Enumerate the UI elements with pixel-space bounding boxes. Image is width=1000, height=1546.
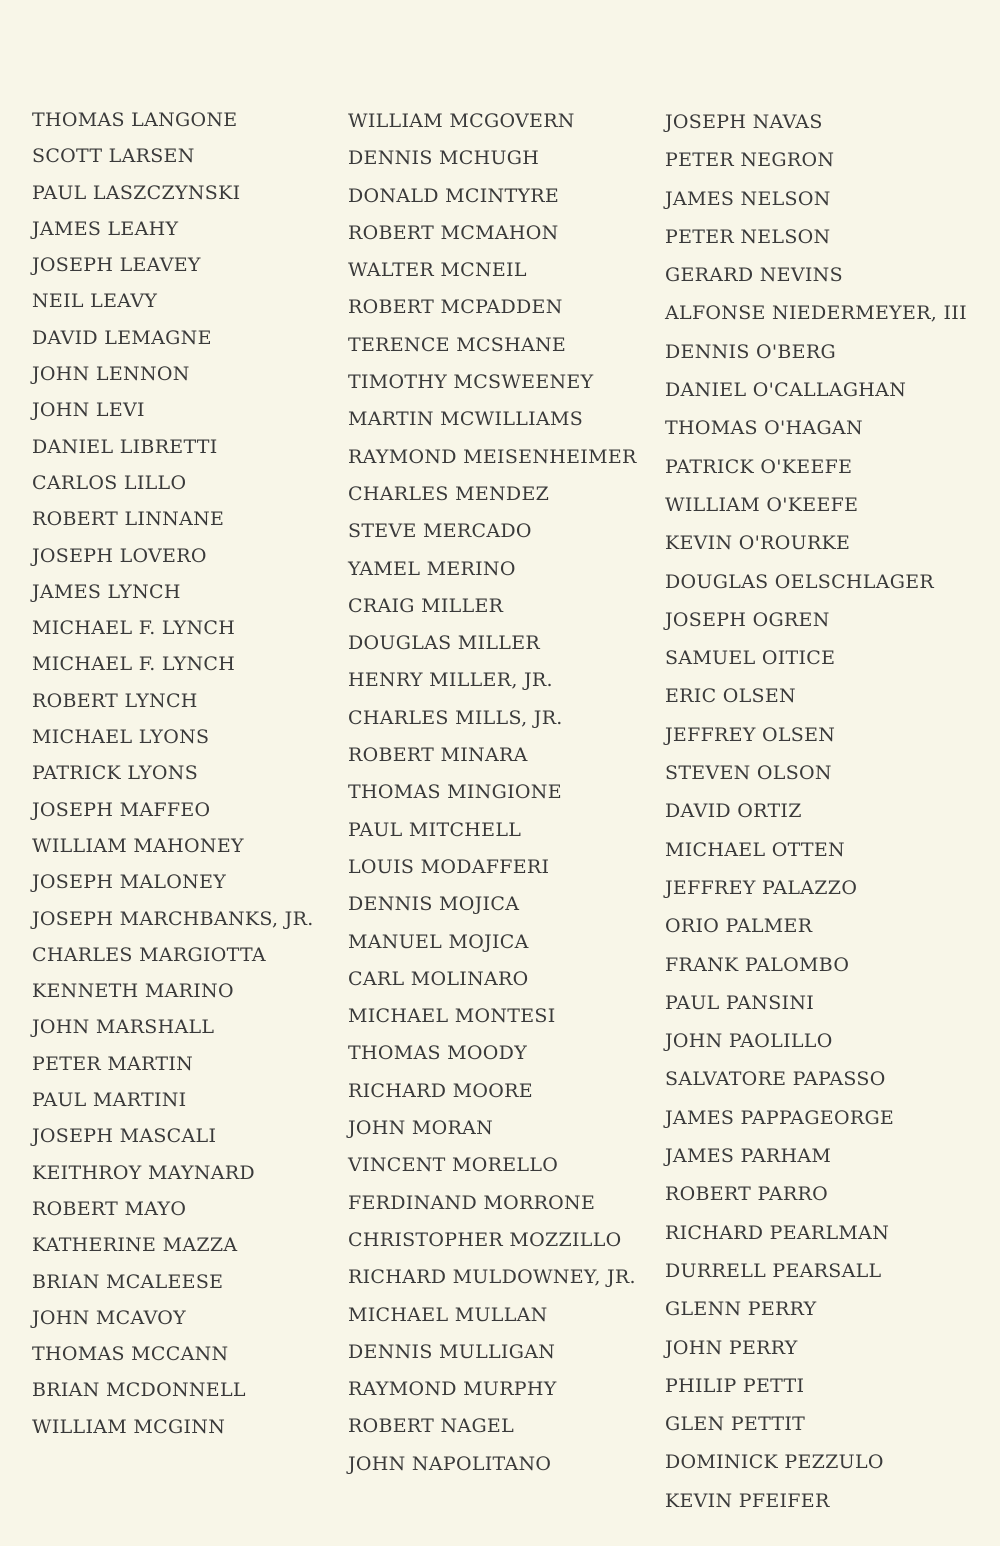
- name-entry: TIMOTHY MCSWEENEY: [348, 371, 594, 394]
- name-entry: JOHN NAPOLITANO: [348, 1452, 552, 1475]
- name-entry: JOSEPH MALONEY: [32, 871, 227, 894]
- name-entry: JAMES NELSON: [665, 187, 831, 210]
- name-entry: JOSEPH MARCHBANKS, JR.: [32, 907, 314, 930]
- name-entry: WILLIAM MCGINN: [32, 1415, 226, 1438]
- name-entry: DENNIS MULLIGAN: [348, 1340, 556, 1363]
- name-entry: JOSEPH LOVERO: [32, 544, 207, 567]
- name-entry: PETER MARTIN: [32, 1052, 194, 1075]
- name-entry: CRAIG MILLER: [348, 594, 504, 617]
- name-entry: SAMUEL OITICE: [665, 647, 836, 670]
- name-entry: KENNETH MARINO: [32, 980, 234, 1003]
- name-entry: MICHAEL MULLAN: [348, 1303, 548, 1326]
- name-entry: MARTIN MCWILLIAMS: [348, 408, 584, 431]
- name-entry: ROBERT MCPADDEN: [348, 296, 563, 319]
- name-entry: DENNIS O'BERG: [665, 340, 836, 363]
- name-entry: WALTER MCNEIL: [348, 259, 527, 282]
- name-entry: NEIL LEAVY: [32, 290, 158, 313]
- name-entry: JOHN PERRY: [665, 1336, 798, 1359]
- name-entry: JOHN LEVI: [32, 399, 145, 422]
- name-column-2: [348, 102, 653, 1482]
- name-entry: DONALD MCINTYRE: [348, 184, 560, 207]
- name-entry: WILLIAM O'KEEFE: [665, 493, 859, 516]
- name-entry: MICHAEL LYONS: [32, 726, 210, 749]
- name-entry: CARL MOLINARO: [348, 967, 529, 990]
- name-entry: DURRELL PEARSALL: [665, 1259, 882, 1282]
- name-entry: THOMAS MCCANN: [32, 1343, 229, 1366]
- name-entry: TERENCE MCSHANE: [348, 333, 567, 356]
- name-entry: CHARLES MENDEZ: [348, 482, 550, 505]
- name-entry: MANUEL MOJICA: [348, 930, 529, 953]
- name-entry: CARLOS LILLO: [32, 471, 187, 494]
- name-entry: JOHN PAOLILLO: [665, 1030, 833, 1053]
- name-entry: JOHN MARSHALL: [32, 1016, 215, 1039]
- name-entry: PHILIP PETTI: [665, 1374, 805, 1397]
- name-entry: JAMES LYNCH: [32, 580, 181, 603]
- name-entry: SALVATORE PAPASSO: [665, 1068, 886, 1091]
- name-entry: MICHAEL OTTEN: [665, 838, 845, 861]
- name-entry: DAVID ORTIZ: [665, 800, 802, 823]
- name-entry: PATRICK O'KEEFE: [665, 455, 853, 478]
- name-entry: RICHARD PEARLMAN: [665, 1221, 890, 1244]
- name-entry: DOUGLAS OELSCHLAGER: [665, 570, 934, 593]
- name-entry: FERDINAND MORRONE: [348, 1191, 596, 1214]
- name-entry: RICHARD MULDOWNEY, JR.: [348, 1266, 636, 1289]
- name-entry: THOMAS MINGIONE: [348, 781, 562, 804]
- name-entry: DANIEL LIBRETTI: [32, 435, 218, 458]
- name-entry: ROBERT NAGEL: [348, 1415, 515, 1438]
- name-entry: DAVID LEMAGNE: [32, 326, 212, 349]
- name-entry: KEVIN PFEIFER: [665, 1489, 830, 1512]
- name-entry: RAYMOND MURPHY: [348, 1378, 557, 1401]
- name-entry: DOMINICK PEZZULO: [665, 1451, 884, 1474]
- name-entry: THOMAS MOODY: [348, 1042, 528, 1065]
- name-column-3: [665, 102, 995, 1519]
- name-entry: JOSEPH MASCALI: [32, 1125, 217, 1148]
- name-entry: ROBERT PARRO: [665, 1183, 828, 1206]
- name-entry: JOSEPH MAFFEO: [32, 798, 211, 821]
- name-entry: JAMES PARHAM: [665, 1145, 832, 1168]
- name-entry: ROBERT LYNCH: [32, 689, 198, 712]
- name-entry: KEVIN O'ROURKE: [665, 532, 851, 555]
- name-entry: PETER NELSON: [665, 225, 831, 248]
- name-entry: WILLIAM MAHONEY: [32, 834, 244, 857]
- name-entry: JAMES LEAHY: [32, 217, 179, 240]
- name-entry: MICHAEL MONTESI: [348, 1005, 556, 1028]
- name-entry: CHARLES MARGIOTTA: [32, 943, 266, 966]
- name-entry: JOSEPH OGREN: [665, 608, 830, 631]
- name-entry: GERARD NEVINS: [665, 264, 843, 287]
- name-entry: ROBERT LINNANE: [32, 508, 225, 531]
- name-entry: JEFFREY OLSEN: [665, 723, 836, 746]
- name-entry: JAMES PAPPAGEORGE: [665, 1106, 895, 1129]
- name-entry: STEVE MERCADO: [348, 520, 532, 543]
- name-entry: PAUL MARTINI: [32, 1089, 187, 1112]
- name-entry: ORIO PALMER: [665, 915, 813, 938]
- name-entry: PAUL LASZCZYNSKI: [32, 181, 241, 204]
- name-entry: RAYMOND MEISENHEIMER: [348, 445, 637, 468]
- name-entry: ROBERT MCMAHON: [348, 221, 559, 244]
- name-entry: ROBERT MINARA: [348, 744, 528, 767]
- name-entry: BRIAN MCDONNELL: [32, 1379, 246, 1402]
- name-entry: THOMAS O'HAGAN: [665, 417, 863, 440]
- name-entry: BRIAN MCALEESE: [32, 1270, 224, 1293]
- name-entry: THOMAS LANGONE: [32, 109, 238, 131]
- name-entry: JOHN MORAN: [348, 1117, 494, 1140]
- name-entry: HENRY MILLER, JR.: [348, 669, 553, 692]
- name-entry: JOHN LENNON: [32, 363, 190, 386]
- name-entry: RICHARD MOORE: [348, 1079, 533, 1102]
- name-entry: JOSEPH NAVAS: [665, 111, 823, 133]
- name-entry: YAMEL MERINO: [348, 557, 516, 580]
- name-entry: LOUIS MODAFFERI: [348, 855, 550, 878]
- name-entry: DENNIS MOJICA: [348, 893, 520, 916]
- name-entry: ERIC OLSEN: [665, 685, 796, 708]
- name-entry: DANIEL O'CALLAGHAN: [665, 379, 907, 402]
- name-entry: CHRISTOPHER MOZZILLO: [348, 1228, 622, 1251]
- name-entry: MICHAEL F. LYNCH: [32, 653, 236, 676]
- name-entry: JOSEPH LEAVEY: [32, 254, 201, 277]
- name-entry: PETER NEGRON: [665, 149, 835, 172]
- name-entry: SCOTT LARSEN: [32, 145, 195, 168]
- name-entry: PAUL PANSINI: [665, 991, 815, 1014]
- name-entry: ROBERT MAYO: [32, 1197, 187, 1220]
- name-entry: MICHAEL F. LYNCH: [32, 617, 236, 640]
- name-entry: PATRICK LYONS: [32, 762, 199, 785]
- name-entry: CHARLES MILLS, JR.: [348, 706, 563, 729]
- name-entry: KEITHROY MAYNARD: [32, 1161, 255, 1184]
- name-entry: KATHERINE MAZZA: [32, 1234, 238, 1257]
- name-column-1: [32, 102, 332, 1445]
- name-entry: STEVEN OLSON: [665, 762, 832, 785]
- name-entry: GLENN PERRY: [665, 1298, 817, 1321]
- name-entry: JOHN MCAVOY: [32, 1306, 187, 1329]
- name-entry: JEFFREY PALAZZO: [665, 876, 858, 899]
- name-entry: ALFONSE NIEDERMEYER, III: [665, 302, 967, 325]
- name-entry: WILLIAM MCGOVERN: [348, 110, 575, 132]
- name-entry: VINCENT MORELLO: [348, 1154, 559, 1177]
- name-entry: PAUL MITCHELL: [348, 818, 522, 841]
- name-entry: FRANK PALOMBO: [665, 953, 850, 976]
- name-entry: GLEN PETTIT: [665, 1413, 806, 1436]
- name-entry: DOUGLAS MILLER: [348, 632, 540, 655]
- name-entry: DENNIS MCHUGH: [348, 147, 540, 170]
